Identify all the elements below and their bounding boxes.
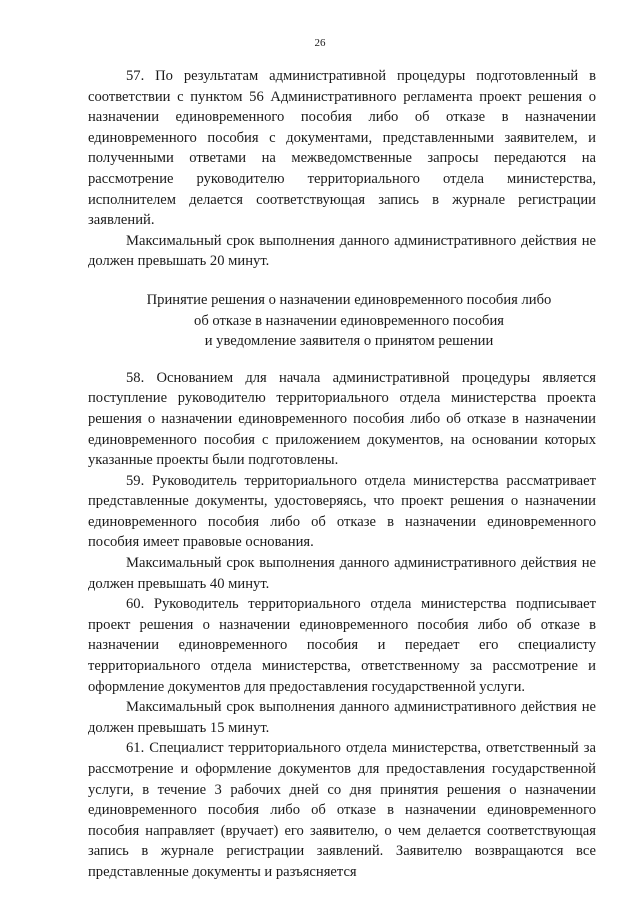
section-heading-line-2: об отказе в назначении единовременного пособия bbox=[194, 312, 504, 329]
section-heading-line-3: и уведомление заявителя о принятом решении bbox=[204, 333, 494, 350]
paragraph-61: 61. Специалист территориального отдела министерства, ответственный за рассмотрение и оформление документов для предоставления государственной услуги, в течение 3 рабочих дней со дня принятия решения о назначении единовременного пособия либо об отказе в назначении единовременного пособия направляет (вручает) его заявителю, о чем делается соответствующая запись в журнале регистрации заявлений. Заявителю возвращаются все представленные документы и разъясняется bbox=[88, 740, 596, 880]
paragraph-time-limit-15: Максимальный срок выполнения данного административного действия не должен превышать 15 минут. bbox=[88, 699, 596, 736]
paragraph-57: 57. По результатам административной процедуры подготовленный в соответствии с пунктом 56 Административного регламента проект решения о назначении единовременного пособия либо об отказе в назначении единовременного пособия с документами, представленными заявителем, и полученными ответами на межведомственные запросы передаются на рассмотрение руководителю территориального отдела министерства, исполнителем делается соответствующая запись в журнале регистрации заявлений. bbox=[88, 68, 596, 229]
page-number: 26 bbox=[314, 37, 326, 49]
section-heading bbox=[88, 290, 596, 352]
paragraph-time-limit-20: Максимальный срок выполнения данного административного действия не должен превышать 20 минут. bbox=[88, 232, 596, 270]
paragraph-59: 59. Руководитель территориального отдела министерства рассматривает представленные документы, удостоверяясь, что проект решения о назначении единовременного пособия либо об отказе в назначении единовременного пособия имеет правовые основания. bbox=[88, 472, 596, 551]
document-body bbox=[88, 66, 596, 883]
paragraph-time-limit-40: Максимальный срок выполнения данного административного действия не должен превышать 40 минут. bbox=[88, 555, 596, 592]
section-heading-line-1: Принятие решения о назначении единовременного пособия либо bbox=[146, 291, 552, 308]
paragraph-60: 60. Руководитель территориального отдела министерства подписывает проект решения о назначении единовременного пособия либо об отказе в назначении единовременного пособия и передает его специалисту территориального отдела министерства, ответственному за рассмотрение и оформление документов для предоставления государственной услуги. bbox=[88, 596, 596, 695]
paragraph-58: 58. Основанием для начала административной процедуры является поступление руководителю территориального отдела министерства проекта решения о назначении единовременного пособия либо об отказе в назначении единовременного пособия с приложением документов, на основании которых указанные проекты были подготовлены. bbox=[88, 369, 596, 469]
